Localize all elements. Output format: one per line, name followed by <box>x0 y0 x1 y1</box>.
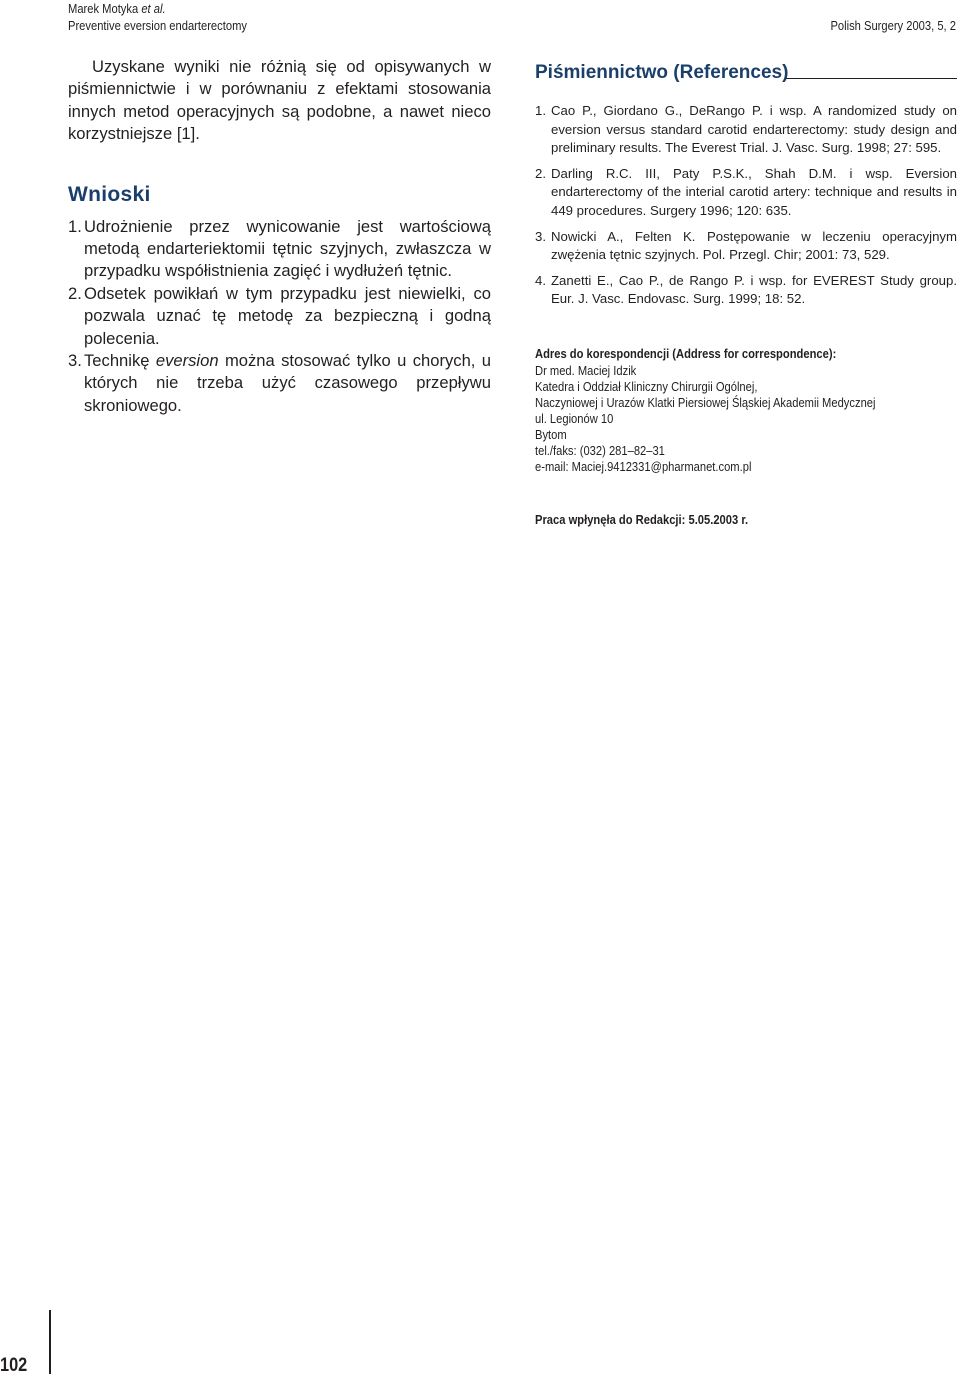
correspondence-title: Adres do korespondencji (Address for correspondence): <box>535 345 837 361</box>
header-article-title: Preventive eversion endarterectomy <box>68 18 247 33</box>
left-column <box>68 56 491 417</box>
reference-list <box>535 102 957 309</box>
section-title-conclusions: Wnioski <box>68 182 151 206</box>
references-heading: Piśmiennictwo (References) <box>535 60 957 86</box>
received-date: Praca wpłynęła do Redakcji: 5.05.2003 r. <box>535 511 749 527</box>
intro-paragraph: Uzyskane wyniki nie różnią się od opisywanych w piśmiennictwie i w porównaniu z efektami stosowania innych metod operacyjnych są podobne, a nawet nieco korzystniejsze [1]. <box>68 57 491 144</box>
correspondence-line: tel./faks: (032) 281–82–31 <box>535 442 665 458</box>
running-header <box>68 0 247 34</box>
correspondence-block <box>535 346 957 475</box>
correspondence-line: Katedra i Oddział Kliniczny Chirurgii Ogólnej, <box>535 378 758 394</box>
correspondence-email: e-mail: Maciej.9412331@pharmanet.com.pl <box>535 458 752 474</box>
reference-item: 1. Cao P., Giordano G., DeRango P. i wsp. A randomized study on eversion versus standard carotid endarterectomy: study design and preliminary results. The Everest Trial. J. Vasc. Surg. 1998; 27: 595. <box>535 103 957 156</box>
header-author: Marek Motyka et al. <box>68 1 166 16</box>
page-number-rule <box>49 1310 51 1374</box>
reference-item: 2. Darling R.C. III, Paty P.S.K., Shah D.M. i wsp. Eversion endarterectomy of the interial carotid artery: technique and results in 449 procedures. Surgery 1996; 120: 635. <box>535 165 957 218</box>
reference-item: 4. Zanetti E., Cao P., de Rango P. i wsp. for EVEREST Study group. Eur. J. Vasc. Endovasc. Surg. 1999; 18: 52. <box>535 272 957 307</box>
header-journal: Polish Surgery 2003, 5, 2 <box>830 18 956 33</box>
right-column <box>535 60 957 527</box>
correspondence-line: Bytom <box>535 426 567 442</box>
conclusion-item: 2. Odsetek powikłań w tym przypadku jest niewielki, co pozwala uznać tę metodę za bezpieczną i godną polecenia. <box>68 283 491 348</box>
page-number: 102 <box>0 1355 28 1376</box>
heading-rule <box>786 78 957 79</box>
correspondence-line: Dr med. Maciej Idzik <box>535 362 637 378</box>
reference-item: 3. Nowicki A., Felten K. Postępowanie w leczeniu operacyjnym zwężenia tętnic szyjnych. Pol. Przegl. Chir; 2001: 73, 529. <box>535 228 957 263</box>
conclusion-item: 3. Technikę eversion można stosować tylko u chorych, u których nie trzeba użyć czasowego przepływu skroniowego. <box>68 351 491 415</box>
conclusion-item: 1. Udrożnienie przez wynicowanie jest wartościową metodą endarteriektomii tętnic szyjnych, zwłaszcza w przypadku współistnienia zagięć i wydłużeń tętnic. <box>68 216 491 281</box>
correspondence-line: Naczyniowej i Urazów Klatki Piersiowej Śląskiej Akademii Medycznej <box>535 394 876 410</box>
correspondence-line: ul. Legionów 10 <box>535 410 614 426</box>
